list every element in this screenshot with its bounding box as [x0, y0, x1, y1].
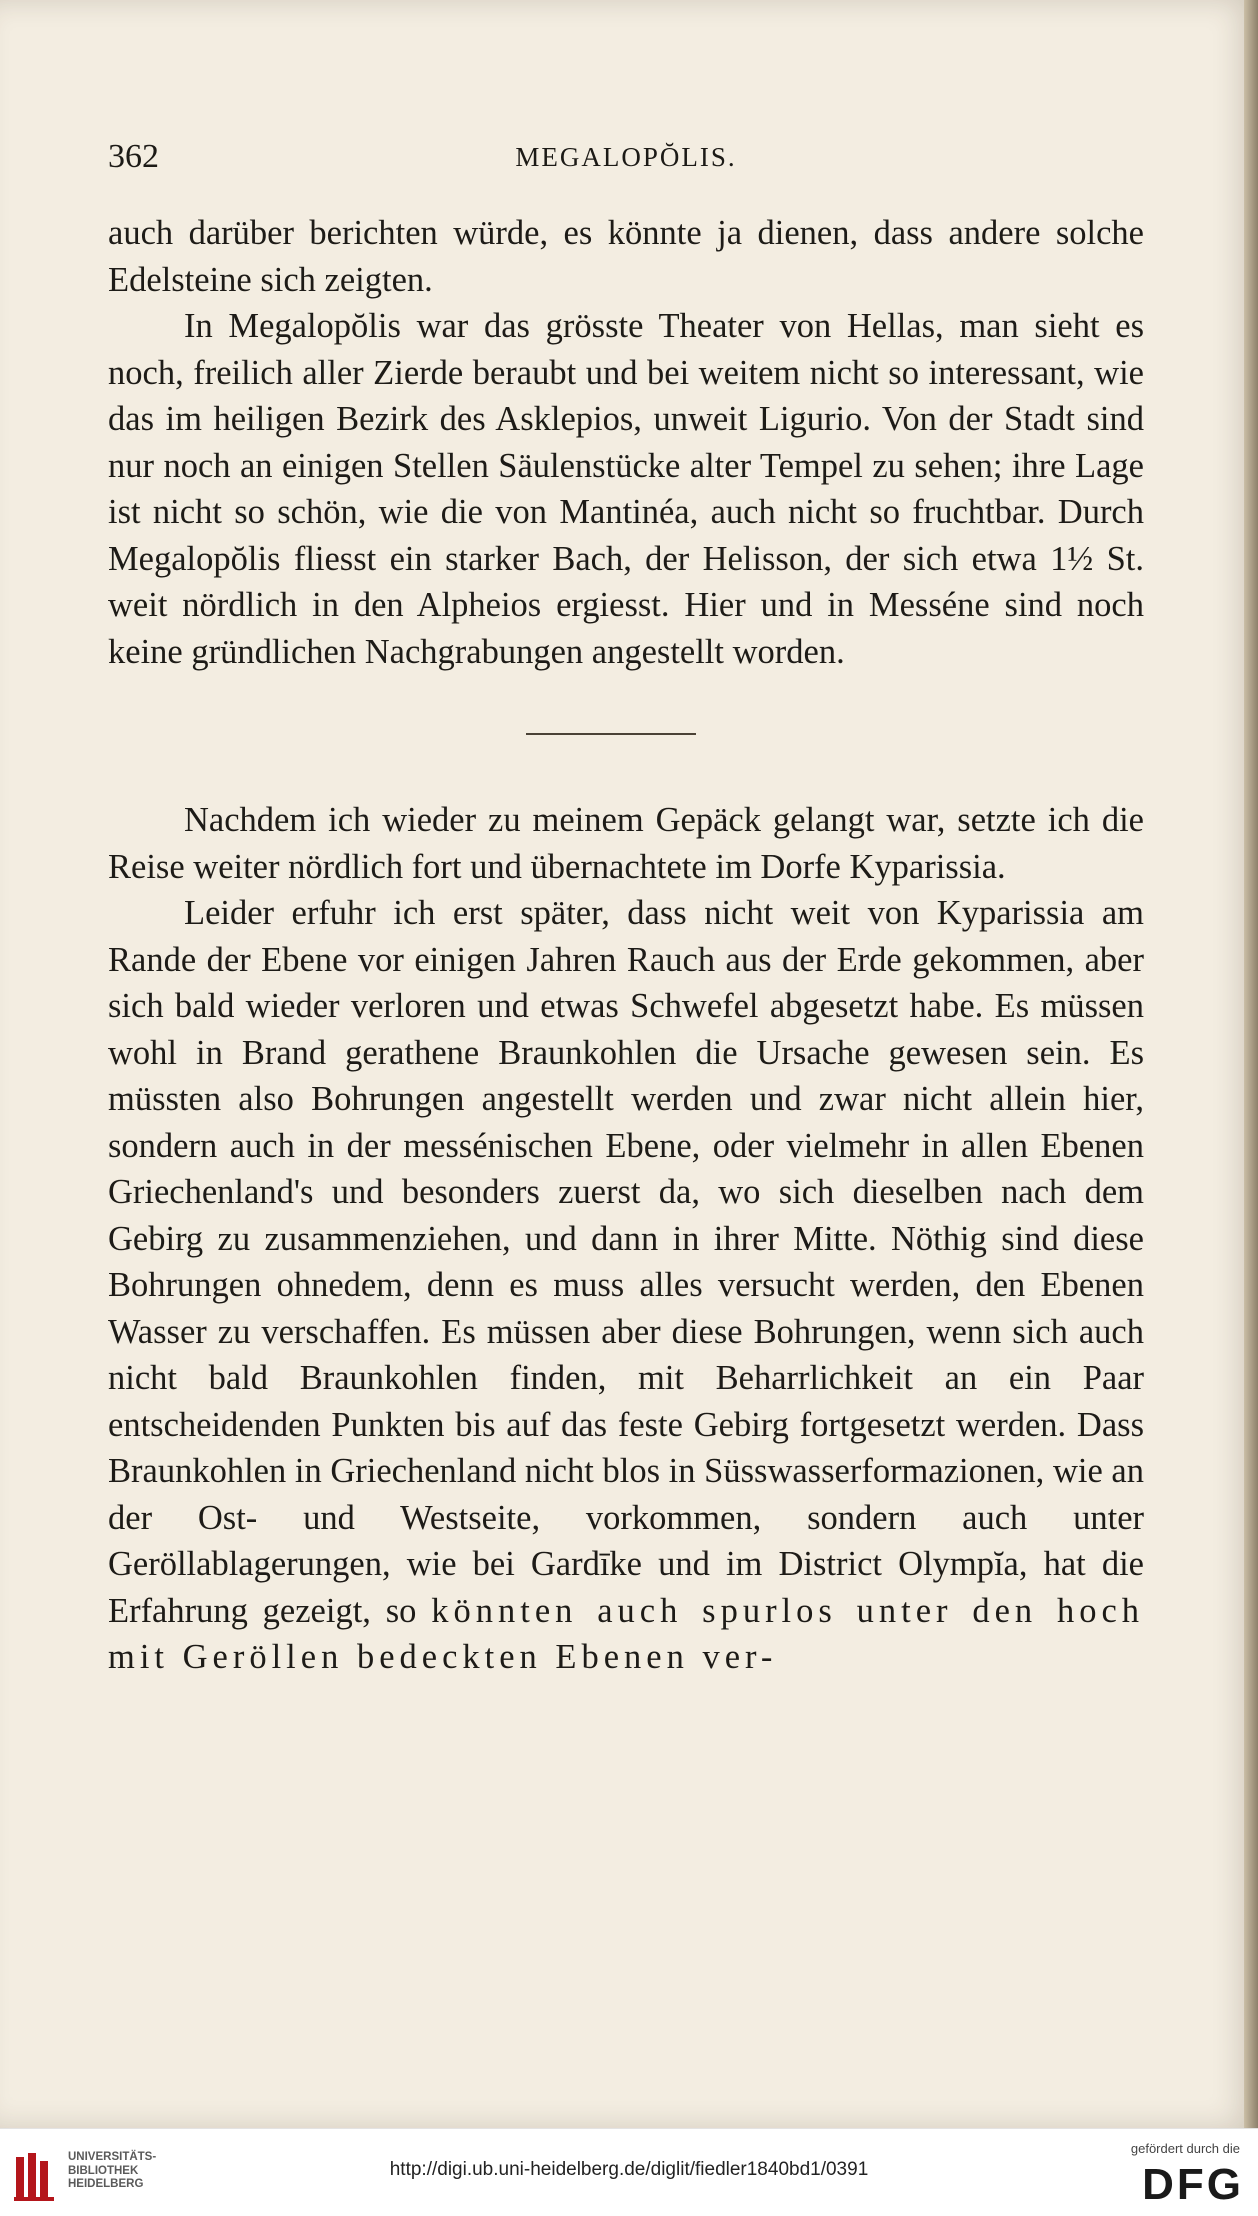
page-edge-shadow — [1244, 0, 1258, 2128]
digitization-footer — [0, 2128, 1258, 2216]
paragraph-1: auch darüber berichten würde, es könnte ja dienen, dass andere solche Edelsteine sich zeigten. — [108, 214, 1144, 299]
paragraph-4 — [108, 890, 1144, 1681]
funding-caption: gefördert durch die — [1130, 2141, 1240, 2156]
library-name-line-2: BIBLIOTHEK — [68, 2164, 139, 2177]
paragraph-3: Nachdem ich wieder zu meinem Gepäck gelangt war, setzte ich die Reise weiter nördlich fort und übernachtete im Dorfe Kyparissia. — [108, 801, 1144, 886]
running-head: MEGALOPŎLIS. — [515, 142, 737, 172]
section-separator — [108, 675, 1144, 797]
library-name-line-3: HEIDELBERG — [68, 2178, 144, 2190]
paragraph-2: In Megalopŏlis war das grösste Theater von Hellas, man sieht es noch, freilich aller Zierde beraubt und bei weitem nicht so interessant, wie das im heiligen Bezirk des Asklepios, unweit Ligurio. Von der Stadt sind nur noch an einigen Stellen Säulenstücke alter Tempel zu sehen; ihre Lage ist nicht so schön, wie die von Mantinéa, auch nicht so fruchtbar. Durch Megalopŏlis fliesst ein starker Bach, der Helisson, der sich etwa 1½ St. weit nördlich in den Alpheios ergiesst. Hier und in Messéne sind noch keine gründlichen Nachgrabungen angestellt worden. — [108, 307, 1144, 671]
paragraph-4-text: Leider erfuhr ich erst später, dass nicht weit von Kyparissia am Rande der Ebene vor einigen Jahren Rauch aus der Erde gekommen, aber sich bald wieder verloren und etwas Schwefel abgesetzt habe. Es müssen wohl in Brand gerathene Braunkohlen die Ursache gewesen sein. Es müssten also Bohrungen angestellt werden und zwar nicht allein hier, sondern auch in der messénischen Ebene, oder vielmehr in allen Ebenen Griechenland's und besonders zuerst da, wo sich dieselben nach dem Gebirg zu zusammenziehen, und dann in ihrer Mitte. Nöthig sind diese Bohrungen ohnedem, denn es muss alles versucht werden, den Ebenen Wasser zu verschaffen. Es müssen aber diese Bohrungen, wenn sich auch nicht bald Braunkohlen finden, mit Beharrlichkeit an ein Paar entscheidenden Punkten bis auf das feste Gebirg fortgesetzt werden. Dass Braunkohlen in Griechenland nicht blos in Süsswasserformazionen, wie an der Ost- und Westseite, vorkommen, sondern auch unter Geröllablagerungen, wie bei Gardīke und im District Olympĭa, hat die Erfahrung gezeigt, so — [108, 894, 1144, 1630]
spaced-emphasis-text: könnten auch spurlos unter den hoch mit Geröllen bedeckten Ebenen ver- — [108, 1591, 1145, 1676]
library-name-line-1: UNIVERSITÄTS- — [68, 2151, 157, 2163]
permalink-url[interactable]: http://digi.ub.uni-heidelberg.de/diglit/fiedler1840bd1/0391 — [389, 2159, 869, 2180]
separator-rule — [526, 733, 696, 735]
dfg-logo: DFG — [1142, 2160, 1244, 2209]
body-text — [108, 210, 1144, 1681]
page-header — [108, 138, 1144, 188]
page-number: 362 — [108, 138, 159, 175]
